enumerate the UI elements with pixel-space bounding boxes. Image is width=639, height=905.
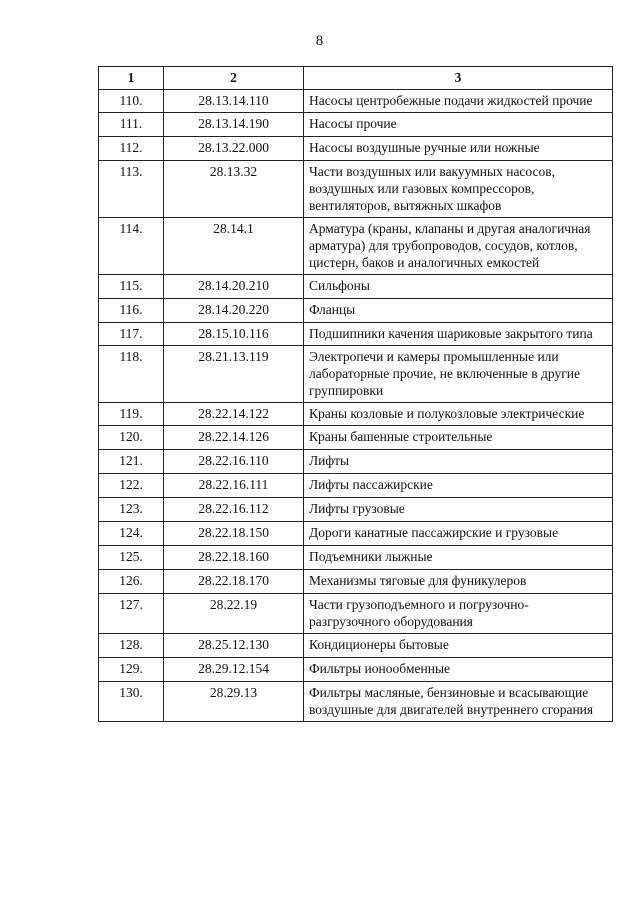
row-description: Подшипники качения шариковые закрытого типа — [304, 323, 613, 346]
row-number: 122. — [99, 474, 164, 498]
row-description: Подъемники лыжные — [304, 546, 613, 570]
table-row — [99, 450, 613, 474]
table-row — [99, 570, 613, 594]
table-row — [99, 594, 613, 634]
table-row — [99, 346, 613, 403]
table-header-row — [99, 67, 613, 90]
row-code: 28.15.10.116 — [164, 323, 304, 346]
table-row — [99, 426, 613, 450]
table-row — [99, 522, 613, 546]
row-description: Фильтры масляные, бензиновые и всасывающие воздушные для двигателей внутреннего сгорания — [304, 682, 613, 722]
row-code: 28.13.14.190 — [164, 113, 304, 137]
row-number: 123. — [99, 498, 164, 522]
row-number: 125. — [99, 546, 164, 570]
row-code: 28.14.1 — [164, 218, 304, 275]
row-code: 28.22.16.112 — [164, 498, 304, 522]
table-row — [99, 403, 613, 426]
row-description: Насосы прочие — [304, 113, 613, 137]
table-row — [99, 275, 613, 299]
row-number: 126. — [99, 570, 164, 594]
table-row — [99, 299, 613, 323]
row-number: 116. — [99, 299, 164, 323]
row-description: Насосы центробежные подачи жидкостей прочие — [304, 90, 613, 113]
table-row — [99, 113, 613, 137]
row-code: 28.22.18.160 — [164, 546, 304, 570]
table-body — [99, 90, 613, 722]
table-row — [99, 218, 613, 275]
row-number: 115. — [99, 275, 164, 299]
row-number: 130. — [99, 682, 164, 722]
table-row — [99, 658, 613, 682]
row-code: 28.14.20.210 — [164, 275, 304, 299]
row-description: Арматура (краны, клапаны и другая аналогичная арматура) для трубопроводов, сосудов, котлов, цистерн, баков и аналогичных емкостей — [304, 218, 613, 275]
table-row — [99, 161, 613, 218]
row-description: Дороги канатные пассажирские и грузовые — [304, 522, 613, 546]
row-description: Фланцы — [304, 299, 613, 323]
row-number: 110. — [99, 90, 164, 113]
row-code: 28.29.12.154 — [164, 658, 304, 682]
row-description: Краны башенные строительные — [304, 426, 613, 450]
row-description: Лифты — [304, 450, 613, 474]
row-description: Части воздушных или вакуумных насосов, воздушных или газовых компрессоров, вентиляторов, вытяжных шкафов — [304, 161, 613, 218]
row-description: Механизмы тяговые для фуникулеров — [304, 570, 613, 594]
row-description: Фильтры ионообменные — [304, 658, 613, 682]
row-code: 28.21.13.119 — [164, 346, 304, 403]
row-code: 28.13.14.110 — [164, 90, 304, 113]
column-header-2: 2 — [164, 67, 304, 90]
table-row — [99, 498, 613, 522]
row-description: Краны козловые и полукозловые электрические — [304, 403, 613, 426]
row-number: 113. — [99, 161, 164, 218]
row-code: 28.22.14.126 — [164, 426, 304, 450]
row-code: 28.13.32 — [164, 161, 304, 218]
row-code: 28.13.22.000 — [164, 137, 304, 161]
row-number: 120. — [99, 426, 164, 450]
row-number: 118. — [99, 346, 164, 403]
column-header-1: 1 — [99, 67, 164, 90]
row-number: 129. — [99, 658, 164, 682]
row-number: 114. — [99, 218, 164, 275]
row-code: 28.22.16.110 — [164, 450, 304, 474]
table-row — [99, 90, 613, 113]
row-code: 28.22.18.150 — [164, 522, 304, 546]
row-description: Электропечи и камеры промышленные или лабораторные прочие, не включенные в другие группировки — [304, 346, 613, 403]
row-description: Лифты грузовые — [304, 498, 613, 522]
row-code: 28.22.18.170 — [164, 570, 304, 594]
row-code: 28.22.14.122 — [164, 403, 304, 426]
table-row — [99, 682, 613, 722]
row-code: 28.22.19 — [164, 594, 304, 634]
table-row — [99, 474, 613, 498]
row-number: 117. — [99, 323, 164, 346]
row-description: Сильфоны — [304, 275, 613, 299]
page-number: 8 — [315, 33, 324, 49]
row-description: Насосы воздушные ручные или ножные — [304, 137, 613, 161]
column-header-3: 3 — [304, 67, 613, 90]
table-row — [99, 634, 613, 658]
row-description: Кондиционеры бытовые — [304, 634, 613, 658]
table-row — [99, 137, 613, 161]
table-row — [99, 323, 613, 346]
row-number: 112. — [99, 137, 164, 161]
row-code: 28.25.12.130 — [164, 634, 304, 658]
row-code: 28.14.20.220 — [164, 299, 304, 323]
row-number: 127. — [99, 594, 164, 634]
classifier-table — [98, 66, 613, 722]
row-description: Части грузоподъемного и погрузочно-разгрузочного оборудования — [304, 594, 613, 634]
row-code: 28.29.13 — [164, 682, 304, 722]
row-number: 121. — [99, 450, 164, 474]
row-code: 28.22.16.111 — [164, 474, 304, 498]
row-number: 124. — [99, 522, 164, 546]
table-row — [99, 546, 613, 570]
row-number: 119. — [99, 403, 164, 426]
row-number: 128. — [99, 634, 164, 658]
row-description: Лифты пассажирские — [304, 474, 613, 498]
row-number: 111. — [99, 113, 164, 137]
